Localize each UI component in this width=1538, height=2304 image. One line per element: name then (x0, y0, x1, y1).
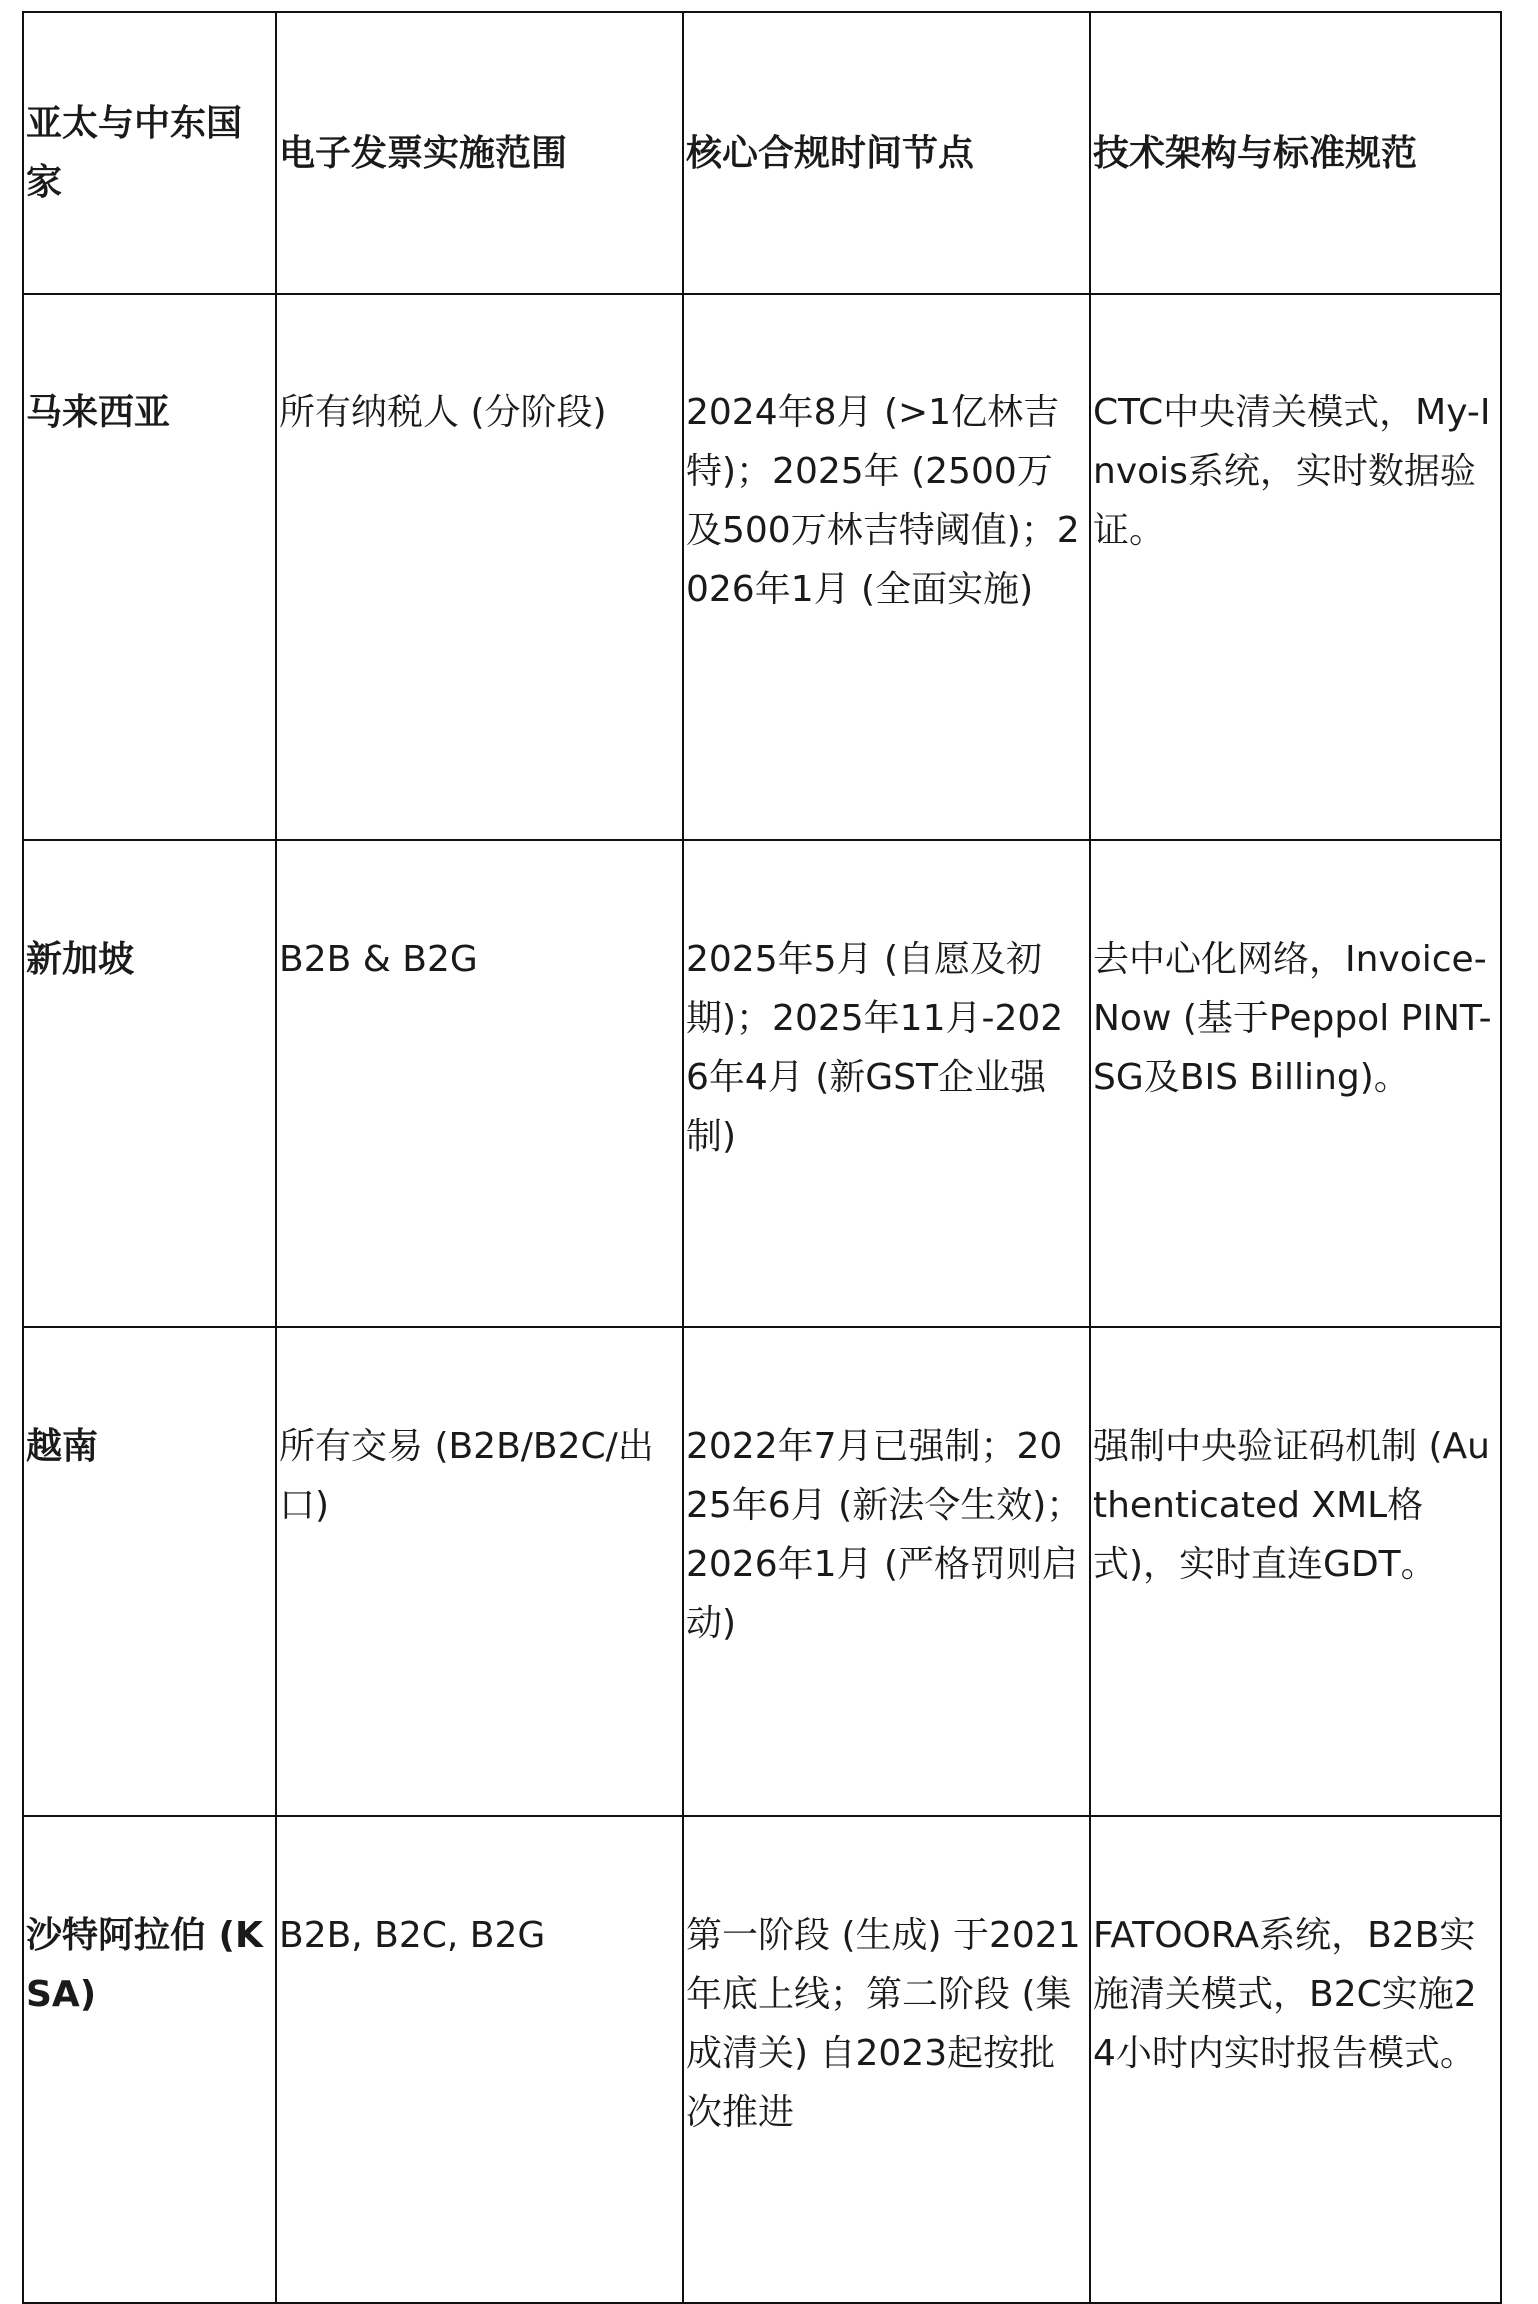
scope-cell: 所有交易 (B2B/B2C/出口) (276, 1327, 683, 1816)
scope-cell: B2B, B2C, B2G (276, 1816, 683, 2303)
architecture-cell: 去中心化网络，Invoice-Now (基于Peppol PINT-SG及BIS Billing)。 (1090, 840, 1501, 1327)
scope-cell: B2B & B2G (276, 840, 683, 1327)
country-cell: 越南 (23, 1327, 276, 1816)
architecture-cell: FATOORA系统，B2B实施清关模式，B2C实施24小时内实时报告模式。 (1090, 1816, 1501, 2303)
table-header-row (23, 12, 1501, 294)
header-architecture: 技术架构与标准规范 (1090, 12, 1501, 294)
timeline-cell: 2024年8月 (>1亿林吉特)；2025年 (2500万及500万林吉特阈值)；2026年1月 (全面实施) (683, 294, 1090, 840)
timeline-cell: 2022年7月已强制；2025年6月 (新法令生效)；2026年1月 (严格罚则启动) (683, 1327, 1090, 1816)
header-timeline: 核心合规时间节点 (683, 12, 1090, 294)
table-row (23, 840, 1501, 1327)
header-country: 亚太与中东国家 (23, 12, 276, 294)
country-cell: 新加坡 (23, 840, 276, 1327)
table-row (23, 294, 1501, 840)
architecture-cell: 强制中央验证码机制 (Authenticated XML格式)，实时直连GDT。 (1090, 1327, 1501, 1816)
country-cell: 马来西亚 (23, 294, 276, 840)
e-invoicing-comparison-table (22, 11, 1502, 2304)
scope-cell: 所有纳税人 (分阶段) (276, 294, 683, 840)
architecture-cell: CTC中央清关模式，My-Invois系统，实时数据验证。 (1090, 294, 1501, 840)
header-scope: 电子发票实施范围 (276, 12, 683, 294)
country-cell: 沙特阿拉伯 (KSA) (23, 1816, 276, 2303)
table-row (23, 1816, 1501, 2303)
table-row (23, 1327, 1501, 1816)
timeline-cell: 第一阶段 (生成) 于2021年底上线；第二阶段 (集成清关) 自2023起按批次推进 (683, 1816, 1090, 2303)
timeline-cell: 2025年5月 (自愿及初期)；2025年11月-2026年4月 (新GST企业强制) (683, 840, 1090, 1327)
